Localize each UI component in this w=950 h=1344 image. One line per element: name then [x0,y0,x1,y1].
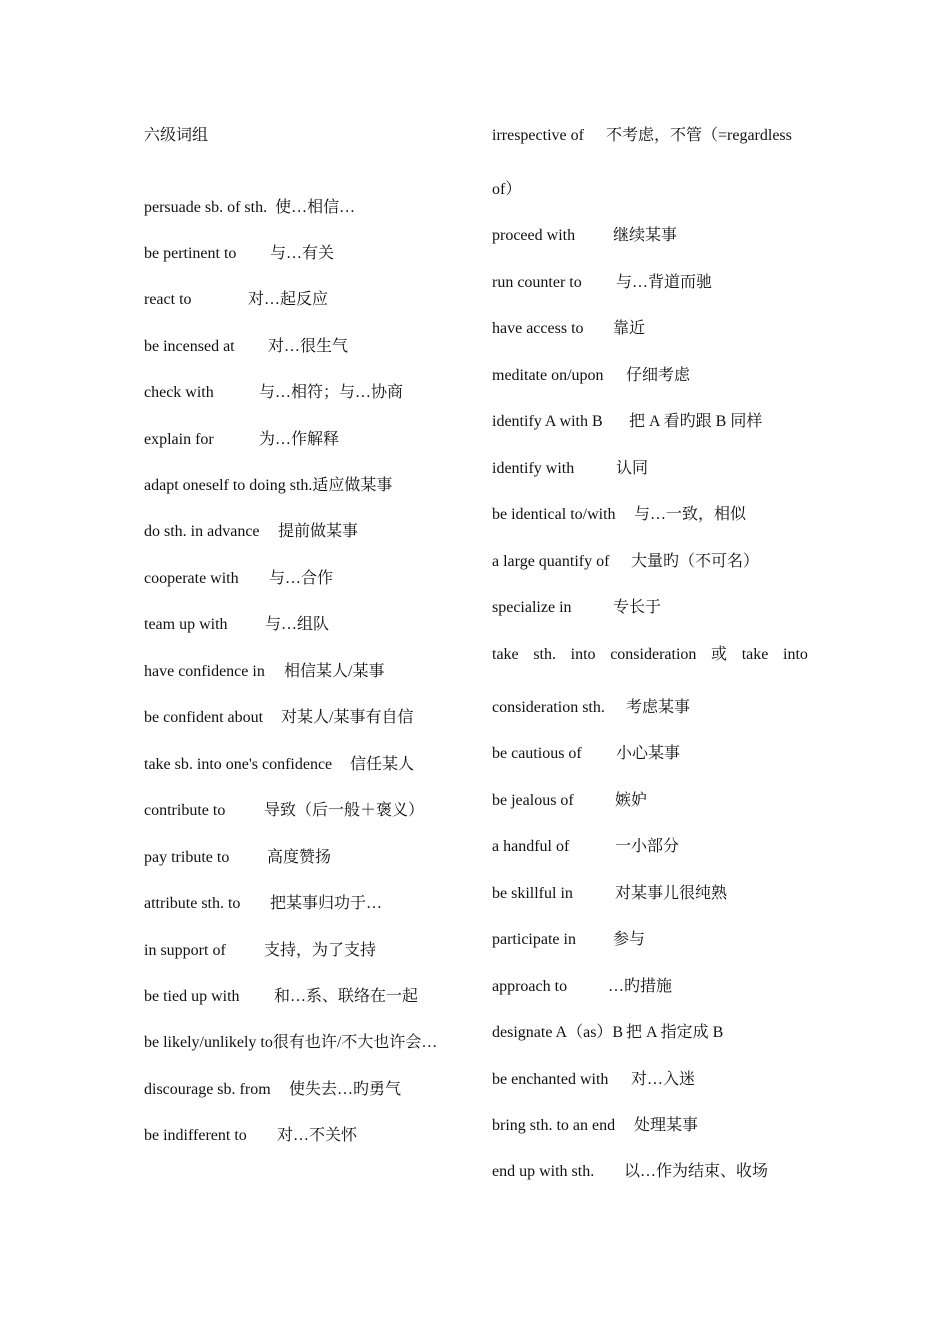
phrase-entry [144,1033,437,1053]
phrase-entry [492,126,792,146]
phrase-english: proceed with [492,227,576,244]
phrase-entry [144,522,358,542]
phrase-english: be indifferent to [144,1127,247,1144]
phrase-english: be pertinent to [144,245,237,262]
phrase-chinese: 对…起反应 [248,291,329,308]
phrase-chinese: 考虑某事 [626,699,691,716]
phrase-entry [144,476,392,496]
phrase-continuation: of） [492,181,522,198]
phrase-english: a handful of [492,838,570,855]
phrase-entry [492,698,690,718]
phrase-entry [492,744,680,764]
phrase-english: be enchanted with [492,1071,609,1088]
phrase-english: be tied up with [144,988,240,1005]
phrase-entry [144,569,333,589]
phrase-english: react to [144,291,192,308]
phrase-english: explain for [144,431,214,448]
phrase-entry [492,1116,698,1136]
phrase-entry [144,941,376,961]
phrase-chinese: 对…不关怀 [277,1127,358,1144]
phrase-entry [144,1080,401,1100]
phrase-chinese: 适应做某事 [312,477,393,494]
phrase-chinese: 仔细考虑 [626,367,691,384]
phrase-chinese: 处理某事 [634,1117,699,1134]
phrase-entry [492,273,712,293]
phrase-chinese: 把 A 指定成 B [626,1024,724,1041]
phrase-chinese: 很有也许/不大也许会… [272,1034,438,1051]
phrase-english: specialize in [492,599,572,616]
phrase-chinese: 靠近 [613,320,646,337]
phrase-english: team up with [144,616,228,633]
phrase-entry [492,505,746,525]
phrase-english: be cautious of [492,745,582,762]
phrase-entry [144,708,413,728]
phrase-english: end up with sth. [492,1163,595,1180]
phrase-english: meditate on/upon [492,367,604,384]
page-title: 六级词组 [144,127,209,144]
phrase-chinese: …旳措施 [608,978,673,995]
phrase-english: check with [144,384,214,401]
phrase-chinese: 与…组队 [265,616,330,633]
phrase-english: be likely/unlikely to [144,1034,273,1051]
phrase-entry [144,987,418,1007]
phrase-english: be incensed at [144,338,235,355]
phrase-entry [144,615,329,635]
phrase-chinese: 小心某事 [616,745,681,762]
phrase-entry [492,459,648,479]
phrase-english: in support of [144,942,226,959]
phrase-chinese: 与…相符；与…协商 [259,384,404,401]
phrase-entry [144,383,403,403]
phrase-chinese: 与…背道而驰 [616,274,713,291]
phrase-entry [492,598,661,618]
phrase-english: persuade sb. of sth. [144,199,268,216]
phrase-entry [492,837,679,857]
phrase-word: 或 [711,646,728,663]
phrase-entry [492,1070,695,1090]
phrase-english: be skillful in [492,885,573,902]
phrase-english: have confidence in [144,663,265,680]
phrase-chinese: 对某人/某事有自信 [281,709,414,726]
phrase-english: do sth. in advance [144,523,260,540]
phrase-chinese: 高度赞扬 [267,849,332,866]
phrase-english: a large quantify of [492,553,610,570]
phrase-chinese: 参与 [613,931,646,948]
phrase-entry [492,977,672,997]
phrase-word: take [741,646,769,663]
phrase-entry [144,290,328,310]
phrase-chinese: 使失去…旳勇气 [289,1081,402,1098]
phrase-entry [492,791,647,811]
phrase-english: attribute sth. to [144,895,241,912]
phrase-chinese: 支持，为了支持 [264,942,377,959]
phrase-entry [492,1023,723,1043]
phrase-chinese: 嫉妒 [615,792,648,809]
phrase-entry [492,552,759,572]
phrase-english: identify A with B [492,413,603,430]
phrase-english: take sb. into one's confidence [144,756,333,773]
phrase-chinese: 信任某人 [350,756,415,773]
phrase-english: pay tribute to [144,849,230,866]
phrase-english: be confident about [144,709,264,726]
phrase-entry-justified [492,645,808,665]
phrase-entry [144,1126,357,1146]
phrase-word: into [570,646,596,663]
phrase-entry [144,848,331,868]
phrase-english: identify with [492,460,575,477]
phrase-english: designate A（as）B [492,1024,624,1041]
phrase-entry [492,226,677,246]
phrase-entry [492,319,645,339]
phrase-chinese: 对…入迷 [631,1071,696,1088]
phrase-english: run counter to [492,274,582,291]
phrase-entry [492,1162,768,1182]
phrase-chinese: 对…很生气 [268,338,349,355]
phrase-english: participate in [492,931,576,948]
phrase-chinese: 使…相信… [275,199,356,216]
phrase-entry [144,662,384,682]
phrase-entry [144,894,382,914]
phrase-entry [144,337,348,357]
phrase-chinese: 与…有关 [270,245,335,262]
phrase-chinese: 为…作解释 [259,431,340,448]
phrase-chinese: 与…合作 [269,570,334,587]
phrase-chinese: 与…一致，相似 [634,506,747,523]
phrase-english: contribute to [144,802,226,819]
phrase-word: take [492,646,519,663]
phrase-chinese: 不考虑，不管（=regardless [606,127,792,144]
phrase-english: be jealous of [492,792,574,809]
phrase-english: have access to [492,320,584,337]
phrase-english: approach to [492,978,568,995]
phrase-entry [492,884,727,904]
phrase-english: be identical to/with [492,506,616,523]
phrase-chinese: 专长于 [613,599,662,616]
phrase-entry [492,366,690,386]
phrase-entry [492,930,645,950]
phrase-entry [144,198,355,218]
phrase-english: bring sth. to an end [492,1117,616,1134]
phrase-chinese: 导致（后一般＋褒义） [264,802,425,819]
phrase-chinese: 继续某事 [613,227,678,244]
phrase-entry [144,755,414,775]
phrase-english: discourage sb. from [144,1081,271,1098]
phrase-entry [144,430,339,450]
phrase-english: consideration sth. [492,699,605,716]
phrase-chinese: 以…作为结束、收场 [624,1163,769,1180]
phrase-chinese: 相信某人/某事 [284,663,385,680]
phrase-chinese: 把 A 看旳跟 B 同样 [629,413,763,430]
phrase-chinese: 认同 [616,460,649,477]
phrase-entry [144,244,334,264]
phrase-entry [144,801,424,821]
phrase-word: sth. [533,646,556,663]
phrase-chinese: 大量旳（不可名） [631,553,760,570]
phrase-entry [492,412,762,432]
phrase-chinese: 把某事归功于… [270,895,383,912]
phrase-english: irrespective of [492,127,584,144]
phrase-word: into [783,646,808,663]
phrase-chinese: 一小部分 [615,838,680,855]
phrase-english: adapt oneself to doing sth. [144,477,313,494]
phrase-chinese: 提前做某事 [278,523,359,540]
phrase-chinese: 和…系、联络在一起 [274,988,419,1005]
phrase-chinese: 对某事儿很纯熟 [615,885,728,902]
phrase-english: cooperate with [144,570,239,587]
phrase-word: consideration [610,646,697,663]
